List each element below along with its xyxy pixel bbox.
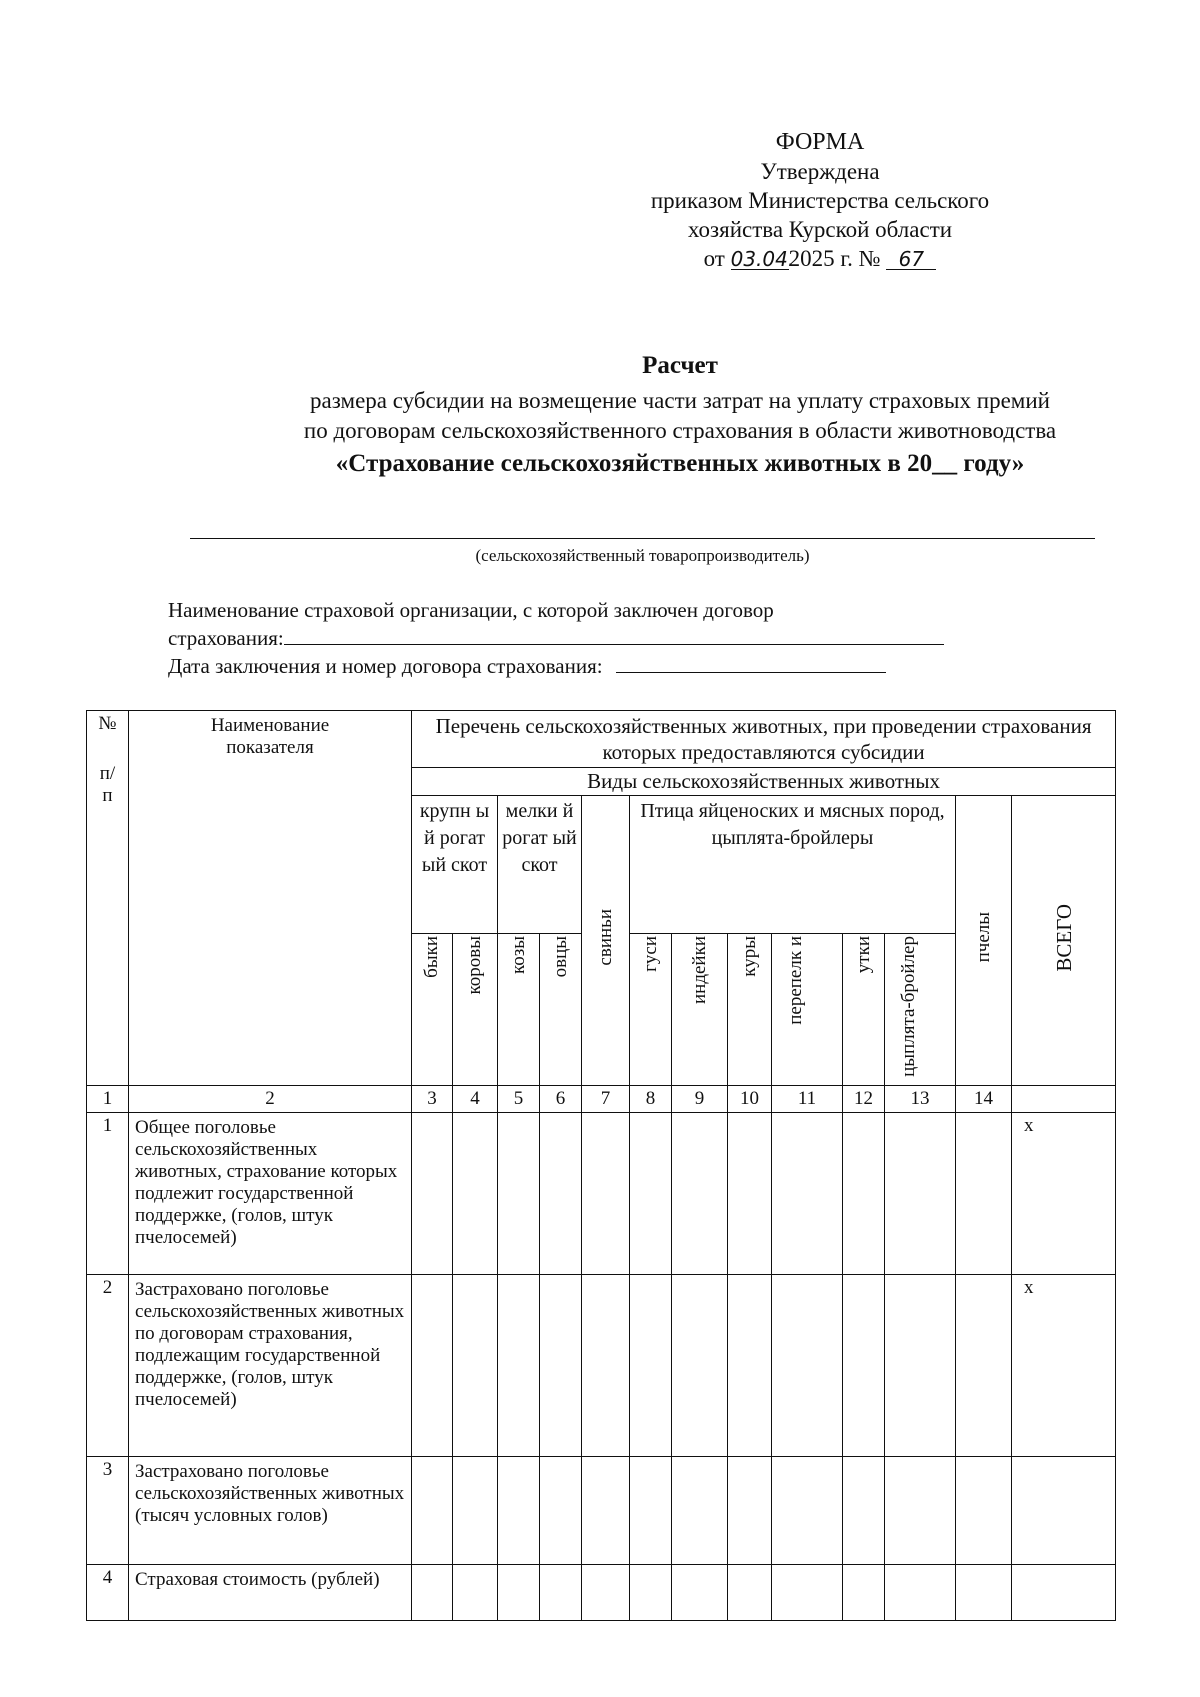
col-number: 3 [412,1085,453,1112]
approved-label: Утверждена [760,159,880,184]
table-row [87,1564,1116,1620]
data-cell[interactable] [956,1112,1012,1274]
order-line-2: хозяйства Курской области [687,217,953,242]
sheep-label: овцы [549,936,571,978]
data-cell[interactable] [672,1112,728,1274]
column-numbers-row [87,1085,1116,1112]
data-cell[interactable] [885,1112,956,1274]
data-cell[interactable] [772,1456,843,1564]
broilers-label: цыплята-бройлер [898,936,919,1077]
header-animal-kinds: Виды сельскохозяйственных животных [412,768,1116,796]
order-date-line [560,244,1080,273]
quails-label: перепелк и [785,936,806,1025]
row-number: 1 [87,1112,129,1274]
header-row-number [87,711,129,1086]
data-cell[interactable] [630,1564,672,1620]
insurer-block [168,596,944,680]
data-cell[interactable] [582,1564,630,1620]
col-number: 2 [129,1085,412,1112]
col-number: 6 [540,1085,582,1112]
data-cell[interactable] [772,1564,843,1620]
total-label: ВСЕГО [1051,903,1076,972]
col-number: 13 [885,1085,956,1112]
header-total [1012,796,1116,1086]
row-indicator: Общее поголовье сельскохозяйственных животных, страхование которых подлежит государственной поддержке, (голов, штук пчелосемей) [129,1112,412,1274]
data-cell[interactable] [728,1456,772,1564]
document-title [180,352,1180,478]
col-number: 5 [498,1085,540,1112]
date-suffix: 2025 г. № [788,246,881,271]
header-krs: крупн ый рогат ый скот [412,796,498,934]
producer-caption: (сельскохозяйственный товаропроизводитель) [475,546,810,565]
header-animal-list: Перечень сельскохозяйственных животных, при проведении страхования которых предоставляются субсидии [412,711,1116,768]
data-cell[interactable] [956,1274,1012,1456]
handwritten-number: 67 [886,249,936,270]
col-no-label-2: п/ [99,763,116,784]
col-no-label: № [98,713,117,734]
header-geese [630,934,672,1086]
turkeys-label: индейки [688,936,710,1005]
data-cell[interactable] [498,1112,540,1274]
data-cell[interactable] [412,1456,453,1564]
data-cell[interactable] [672,1274,728,1456]
data-cell[interactable] [582,1112,630,1274]
col-number: 12 [843,1085,885,1112]
row-number: 2 [87,1274,129,1456]
total-cell[interactable] [1012,1564,1116,1620]
data-cell[interactable] [498,1456,540,1564]
header-chickens [728,934,772,1086]
table-row [87,1112,1116,1274]
total-cell: х [1012,1274,1116,1456]
approval-block [560,128,1080,273]
title-heading: Расчет [642,352,718,379]
data-cell[interactable] [885,1274,956,1456]
row-indicator: Застраховано поголовье сельскохозяйственных животных (тысяч условных голов) [129,1456,412,1564]
data-cell[interactable] [843,1456,885,1564]
data-cell[interactable] [630,1456,672,1564]
data-cell[interactable] [843,1274,885,1456]
data-cell[interactable] [885,1456,956,1564]
bulls-label: быки [421,936,442,978]
handwritten-date: 03.04. [730,247,795,271]
header-goats [498,934,540,1086]
data-cell[interactable] [453,1456,498,1564]
subsidy-table [86,710,1116,1621]
title-line-2: по договорам сельскохозяйственного страхования в области животноводства [303,418,1057,443]
header-mrs: мелки й рогат ый скот [498,796,582,934]
header-indicator: Наименование показателя [129,711,412,1086]
header-ducks [843,934,885,1086]
header-broilers [885,934,956,1086]
producer-field-line[interactable] [190,538,1095,539]
col-number: 11 [772,1085,843,1112]
row-indicator: Застраховано поголовье сельскохозяйственных животных по договорам страхования, подлежащим государственной поддержке, (голов, штук пчелосемей) [129,1274,412,1456]
data-cell[interactable] [540,1112,582,1274]
title-line-1: размера субсидии на возмещение части затрат на уплату страховых премий [310,388,1050,413]
table-row [87,1456,1116,1564]
data-cell[interactable] [453,1274,498,1456]
data-cell[interactable] [885,1564,956,1620]
data-cell[interactable] [498,1564,540,1620]
goats-label: козы [507,936,529,975]
form-label: ФОРМА [775,129,865,155]
header-poultry: Птица яйценоских и мясных пород, цыплята-бройлеры [630,796,956,934]
header-bulls [412,934,453,1086]
data-cell[interactable] [453,1112,498,1274]
data-cell[interactable] [582,1274,630,1456]
bees-label: пчелы [972,912,994,963]
row-number: 4 [87,1564,129,1620]
contract-date-field[interactable] [616,652,886,673]
total-cell: х [1012,1112,1116,1274]
table-row [87,1274,1116,1456]
data-cell[interactable] [412,1564,453,1620]
col-number: 8 [630,1085,672,1112]
col-number: 14 [956,1085,1012,1112]
data-cell[interactable] [728,1274,772,1456]
data-cell[interactable] [956,1456,1012,1564]
header-sheep [540,934,582,1086]
data-cell[interactable] [772,1274,843,1456]
data-cell[interactable] [630,1112,672,1274]
data-cell[interactable] [956,1564,1012,1620]
title-line-3: «Страхование сельскохозяйственных животных в 20__ году» [335,450,1025,477]
header-turkeys [672,934,728,1086]
col-no-label-3: п [102,785,113,806]
date-prefix: от [703,246,725,271]
data-cell[interactable] [412,1112,453,1274]
insurer-line-2: страхования: [168,626,284,650]
row-indicator: Страховая стоимость (рублей) [129,1564,412,1620]
insurer-name-field[interactable] [284,624,944,645]
data-cell[interactable] [540,1274,582,1456]
header-quails [772,934,843,1086]
pigs-label: свиньи [594,909,616,966]
data-cell[interactable] [540,1456,582,1564]
data-cell[interactable] [672,1456,728,1564]
data-cell[interactable] [728,1112,772,1274]
col-number [1012,1085,1116,1112]
geese-label: гуси [639,936,661,972]
data-cell[interactable] [772,1112,843,1274]
row-number: 3 [87,1456,129,1564]
data-cell[interactable] [843,1564,885,1620]
col-number: 10 [728,1085,772,1112]
header-bees [956,796,1012,1086]
data-cell[interactable] [540,1564,582,1620]
cows-label: коровы [464,936,485,995]
header-pigs [582,796,630,1086]
header-cows [453,934,498,1086]
data-cell[interactable] [630,1274,672,1456]
ducks-label: утки [852,936,874,974]
col-number: 4 [453,1085,498,1112]
contract-date-label: Дата заключения и номер договора страхования: [168,654,603,678]
data-cell[interactable] [412,1274,453,1456]
col-number: 9 [672,1085,728,1112]
insurer-line-1: Наименование страховой организации, с которой заключен договор [168,598,774,622]
col-number: 1 [87,1085,129,1112]
order-line-1: приказом Министерства сельского [650,188,990,213]
data-cell[interactable] [843,1112,885,1274]
data-cell[interactable] [582,1456,630,1564]
col-number: 7 [582,1085,630,1112]
total-cell[interactable] [1012,1456,1116,1564]
data-cell[interactable] [498,1274,540,1456]
chickens-label: куры [738,936,760,977]
data-cell[interactable] [672,1564,728,1620]
data-cell[interactable] [728,1564,772,1620]
data-cell[interactable] [453,1564,498,1620]
